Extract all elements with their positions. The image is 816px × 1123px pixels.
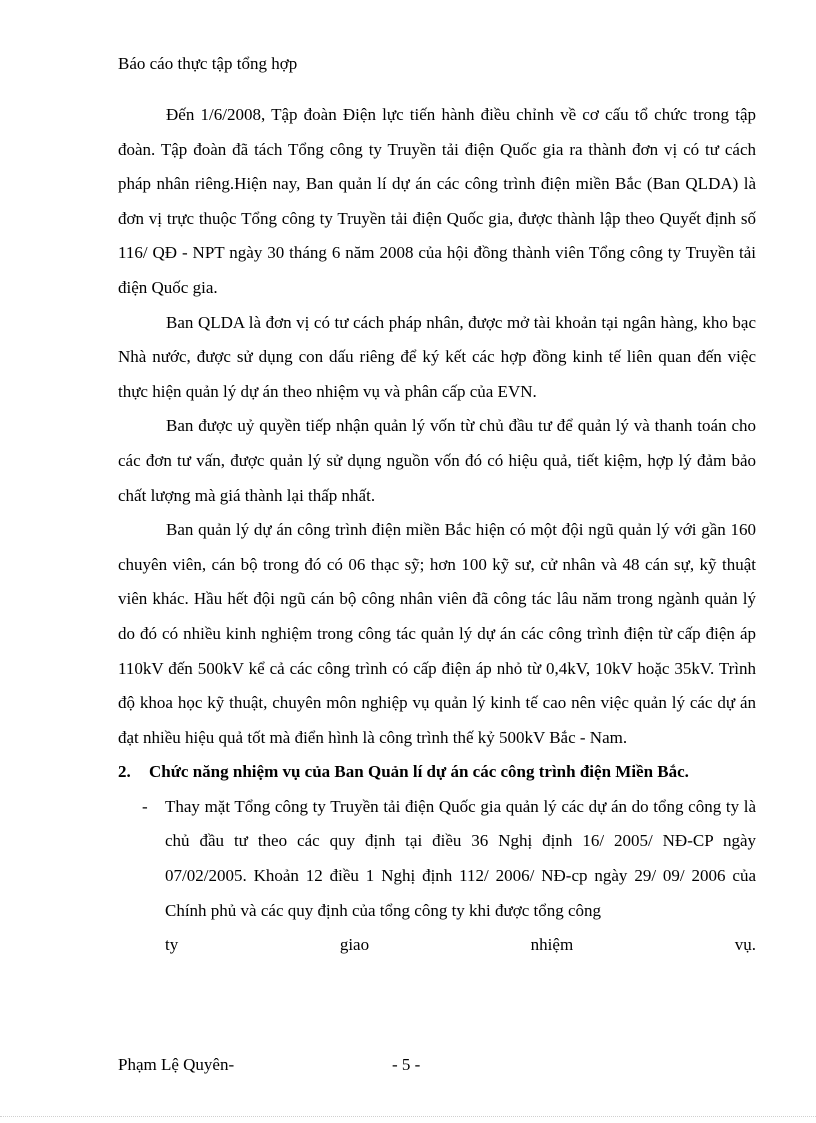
dash-bullet: - <box>142 796 148 816</box>
word-nhiem: nhiệm <box>530 935 574 955</box>
word-vu: vụ. <box>734 935 756 955</box>
word-giao: giao <box>339 935 370 955</box>
paragraph-4: Ban quản lý dự án công trình điện miền Bắc hiện có một đội ngũ quản lý với gần 160 chuyên viên, cán bộ trong đó có 06 thạc sỹ; hơn 100 kỹ sư, cử nhân và 48 cán sự, kỹ thuật viên khác. Hầu hết đội ngũ cán bộ công nhân viên đã công tác lâu năm trong ngành quản lý do đó có nhiều kinh nghiệm trong công tác quản lý dự án các công trình điện từ cấp điện áp 110kV đến 500kV kể cả các công trình có cấp điện áp nhỏ từ 0,4kV, 10kV hoặc 35kV. Trình độ khoa học kỹ thuật, chuyên môn nghiệp vụ quản lý kinh tế cao nên việc quản lý các dự án đạt nhiều hiệu quả tốt mà điển hình là công trình thế kỷ 500kV Bắc - Nam. <box>118 520 756 747</box>
section-title: Chức năng nhiệm vụ của Ban Quản lí dự án các công trình điện Miền Bắc. <box>149 762 689 782</box>
section-number: 2. <box>118 762 131 782</box>
list-item-last-line <box>165 928 756 963</box>
paragraph-2: Ban QLDA là đơn vị có tư cách pháp nhân, được mở tài khoản tại ngân hàng, kho bạc Nhà nước, được sử dụng con dấu riêng để ký kết các hợp đồng kinh tế liên quan đến việc thực hiện quản lý dự án theo nhiệm vụ và phân cấp của EVN. <box>118 312 756 401</box>
document-body <box>118 98 756 963</box>
page-bottom-divider <box>0 1116 816 1117</box>
footer-author: Phạm Lệ Quyên- <box>118 1055 235 1074</box>
page-number: - 5 - <box>392 1055 421 1074</box>
list-item <box>118 790 756 963</box>
list-item-text: Thay mặt Tổng công ty Truyền tải điện Quốc gia quản lý các dự án do tổng công ty là chủ đầu tư theo các quy định tại điều 36 Nghị định 16/ 2005/ NĐ-CP ngày 07/02/2005. Khoản 12 điều 1 Nghị định 112/ 2006/ NĐ-cp ngày 29/ 09/ 2006 của Chính phủ và các quy định của tổng công ty khi được tổng công <box>165 796 756 920</box>
running-header: Báo cáo thực tập tổng hợp <box>118 54 298 73</box>
paragraph-3: Ban được uỷ quyền tiếp nhận quản lý vốn từ chủ đầu tư để quản lý và thanh toán cho các đơn tư vấn, được quản lý sử dụng nguồn vốn đó có hiệu quả, tiết kiệm, hợp lý đảm bảo chất lượng mà giá thành lại thấp nhất. <box>118 416 756 505</box>
paragraph-1: Đến 1/6/2008, Tập đoàn Điện lực tiến hành điều chỉnh về cơ cấu tổ chức trong tập đoàn. Tập đoàn đã tách Tổng công ty Truyền tải điện Quốc gia ra thành đơn vị có tư cách pháp nhân riêng.Hiện nay, Ban quản lí dự án các công trình điện miền Bắc (Ban QLDA) là đơn vị trực thuộc Tổng công ty Truyền tải điện Quốc gia, được thành lập theo Quyết định số 116/ QĐ - NPT ngày 30 tháng 6 năm 2008 của hội đồng thành viên Tổng công ty Truyền tải điện Quốc gia. <box>118 105 756 297</box>
section-heading <box>118 755 756 790</box>
word-ty: ty <box>165 935 179 955</box>
